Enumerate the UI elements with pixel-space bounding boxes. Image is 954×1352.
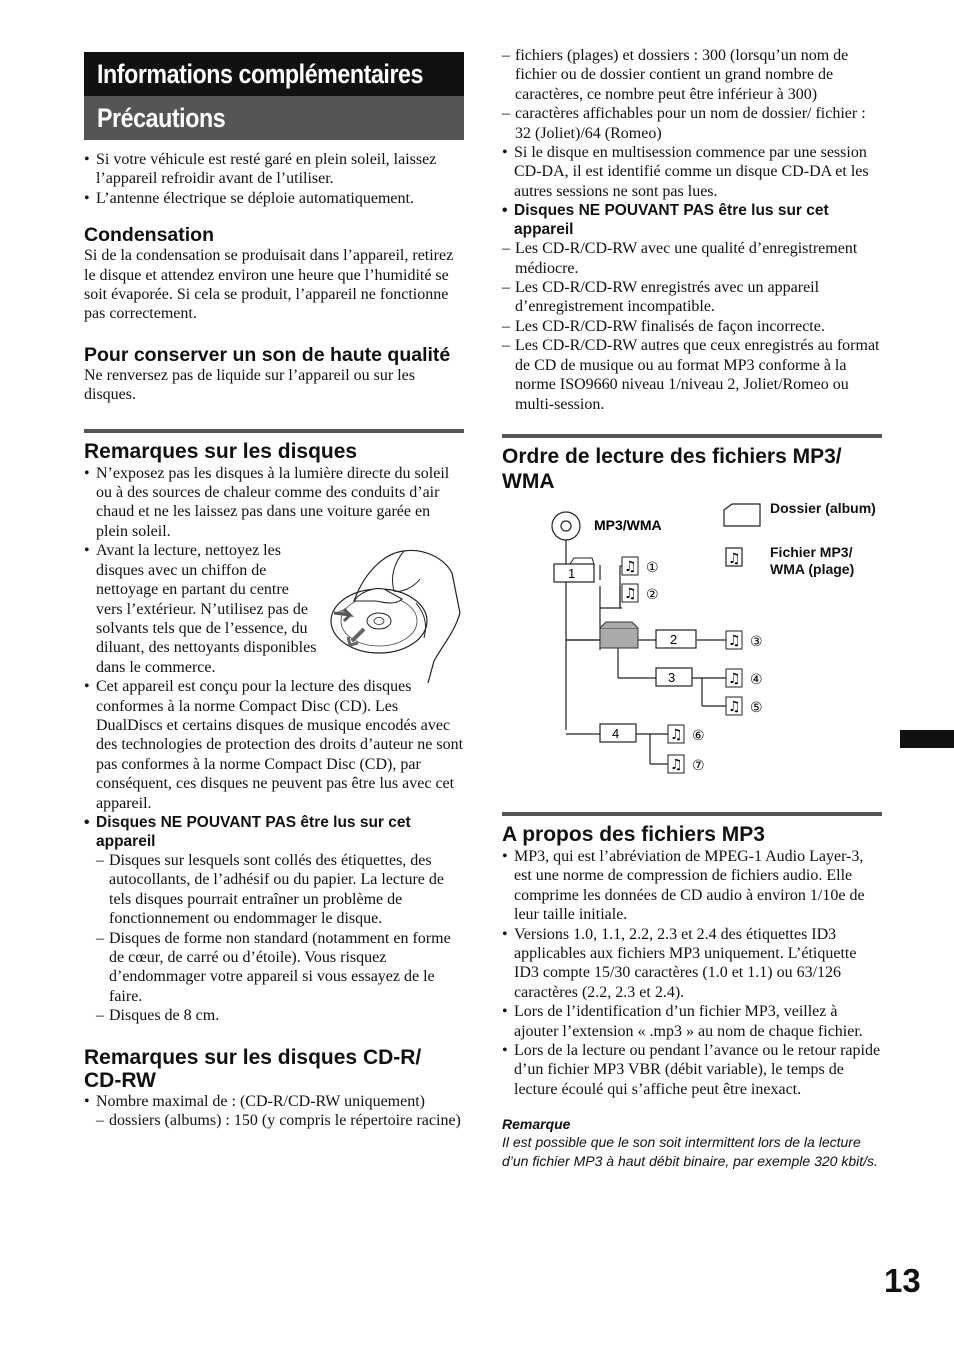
son-text: Ne renversez pas de liquide sur l’appareil ou sur les disques. xyxy=(84,366,415,404)
list-item: • Disques NE POUVANT PAS être lus sur cet appareil xyxy=(84,813,464,851)
list-item: – Les CD-R/CD-RW finalisés de façon incorrecte. xyxy=(502,317,882,336)
list-item: • Lors de l’identification d’un fichier MP3, veillez à ajouter l’extension « .mp3 » au nom de chaque fichier. xyxy=(502,1002,882,1041)
svg-text:♫: ♫ xyxy=(670,726,683,743)
list-item: • Versions 1.0, 1.1, 2.2, 2.3 et 2.4 des étiquettes ID3 applicables aux fichiers MP3 uniquement. L’étiquette ID3 compte 15/30 caractères (1.0 et 1.1) ou 63/126 caractères (2.2, 2.3 et 2.4). xyxy=(502,925,882,1003)
page-number: 13 xyxy=(884,1262,921,1299)
ordre-heading: Ordre de lecture des fichiers MP3/ WMA xyxy=(502,444,842,493)
condensation-heading: Condensation xyxy=(84,224,214,247)
folder-1 xyxy=(554,558,594,582)
folder-number: 1 xyxy=(568,565,576,581)
list-item: • Lors de la lecture ou pendant l’avance ou le retour rapide d’un fichier MP3 VBR (débit variable), le temps de lecture écoulé qui s’affiche peut être inexact. xyxy=(502,1041,882,1099)
list-item: – dossiers (albums) : 150 (y compris le répertoire racine) xyxy=(84,1111,464,1130)
list-item: – Les CD-R/CD-RW avec une qualité d’enregistrement médiocre. xyxy=(502,239,882,278)
svg-text:♫: ♫ xyxy=(624,585,637,602)
list-item: – Les CD-R/CD-RW enregistrés avec un appareil d’enregistrement incompatible. xyxy=(502,278,882,317)
cdr-heading: Remarques sur les disques CD-R/ CD-RW xyxy=(84,1045,422,1092)
section-title: Informations complémentaires xyxy=(97,59,424,89)
mp3-tree-diagram xyxy=(502,500,882,790)
legend xyxy=(724,500,880,584)
svg-text:⑦: ⑦ xyxy=(692,757,705,774)
svg-text:③: ③ xyxy=(750,633,763,650)
folder-4 xyxy=(600,724,636,742)
track-1 xyxy=(622,557,659,576)
svg-text:♫: ♫ xyxy=(728,670,741,687)
folder-2 xyxy=(656,630,696,648)
track-5 xyxy=(726,697,763,716)
folder-number: 2 xyxy=(670,631,678,647)
svg-text:④: ④ xyxy=(750,671,763,688)
list-item: • Cet appareil est conçu pour la lecture des disques conformes à la norme Compact Disc (CD). Les DualDiscs et certains disques de musique encodés avec des technologies de protection des droits d’auteur ne sont pas conformes à la norme Compact Disc (CD), par conséquent, ces disques ne peuvent pas être lus avec cet appareil. xyxy=(84,677,464,813)
list-item: • Disques NE POUVANT PAS être lus sur cet appareil xyxy=(502,201,882,239)
list-item: • N’exposez pas les disques à la lumière directe du soleil ou à des sources de chaleur comme des conduits d’air chaud et ne les laissez pas dans une voiture garée en plein soleil. xyxy=(84,464,464,542)
root-label: MP3/WMA xyxy=(594,516,662,533)
cdr-list xyxy=(84,1092,464,1131)
disc-cleaning-illustration xyxy=(324,543,464,691)
note-text: Il est possible que le son soit intermittent lors de la lecture d’un fichier MP3 à haut débit binaire, par exemple 320 kbit/s. xyxy=(502,1134,878,1169)
folder-3 xyxy=(656,668,692,686)
track-4 xyxy=(726,669,763,688)
track-7 xyxy=(668,755,705,774)
svg-text:♫: ♫ xyxy=(670,756,683,773)
svg-text:①: ① xyxy=(646,559,659,576)
list-item-text: • Avant la lecture, nettoyez les disques avec un chiffon de nettoyage en partant du centre vers l’extérieur. N’utilisez pas de solvants tels que de l’essence, du diluant, des nettoyants disponibles dans le commerce. xyxy=(96,542,317,676)
track-6 xyxy=(668,725,705,744)
condensation-text: Si de la condensation se produisait dans l’appareil, retirez le disque et attendez environ une heure que l’humidité se soit évaporée. Si cela se produit, l’appareil ne fonctionne pas correctement. xyxy=(84,247,454,323)
subsection-title: Précautions xyxy=(97,103,226,133)
list-item: • L’antenne électrique se déploie automatiquement. xyxy=(84,189,464,208)
svg-text:♫: ♫ xyxy=(624,558,637,575)
intro-list xyxy=(84,150,464,208)
list-item: • Si le disque en multisession commence par une session CD-DA, il est identifié comme un disque CD-DA et les autres sessions ne sont pas lues. xyxy=(502,143,882,201)
note-title: Remarque xyxy=(502,1116,571,1133)
track-3 xyxy=(726,631,763,650)
list-item: – Les CD-R/CD-RW autres que ceux enregistrés au format de CD de musique ou au format MP3 conforme à la norme ISO9660 niveau 1/niveau 2, Joliet/Romeo ou multi-session. xyxy=(502,336,882,414)
svg-text:♫: ♫ xyxy=(728,632,741,649)
list-item: – fichiers (plages) et dossiers : 300 (lorsqu’un nom de fichier ou de dossier contient un grand nombre de caractères, ce nombre peut être inférieur à 300) xyxy=(502,46,882,104)
list-item: – Disques de forme non standard (notamment en forme de cœur, de carré ou d’étoile). Vous risquez d’endommager votre appareil si vous essayez de le faire. xyxy=(84,929,464,1007)
son-heading: Pour conserver un son de haute qualité xyxy=(84,343,451,366)
list-item: • Si votre véhicule est resté garé en plein soleil, laissez l’appareil refroidir avant de l’utiliser. xyxy=(84,150,464,189)
disc-icon xyxy=(552,512,580,540)
list-item: – Disques sur lesquels sont collés des étiquettes, des autocollants, de l’adhésif ou du papier. La lecture de tels disques pourrait entraîner un problème de fonctionnement ou endommager le disque. xyxy=(84,851,464,929)
disques-list xyxy=(84,464,464,1026)
divider xyxy=(502,812,882,816)
svg-text:♫: ♫ xyxy=(728,698,741,715)
svg-text:♫: ♫ xyxy=(728,550,741,567)
svg-text:⑥: ⑥ xyxy=(692,727,705,744)
legend-folder-label: Dossier (album) xyxy=(770,499,876,516)
folder-number: 3 xyxy=(668,669,676,685)
svg-text:⑤: ⑤ xyxy=(750,699,763,716)
svg-text:②: ② xyxy=(646,586,659,603)
section-tab-marker xyxy=(900,730,954,748)
list-item: – Disques de 8 cm. xyxy=(84,1006,464,1025)
list-item: – caractères affichables pour un nom de dossier/ fichier : 32 (Joliet)/64 (Romeo) xyxy=(502,104,882,143)
legend-file-label: Fichier MP3/ WMA (plage) xyxy=(770,543,855,577)
list-item: • MP3, qui est l’abréviation de MPEG-1 Audio Layer-3, est une norme de compression de fichiers audio. Elle comprime les données de CD audio à environ 1/10e de leur taille initiale. xyxy=(502,847,882,925)
divider xyxy=(502,434,882,438)
section-title-bar xyxy=(84,52,464,96)
folder-root-album xyxy=(600,622,638,648)
divider xyxy=(84,429,464,433)
mp3-heading: A propos des fichiers MP3 xyxy=(502,822,765,846)
track-2 xyxy=(622,584,659,603)
subsection-title-bar xyxy=(84,96,464,140)
folder-icon xyxy=(724,504,760,526)
disques-heading: Remarques sur les disques xyxy=(84,439,358,463)
right-column xyxy=(502,46,882,1170)
list-item: • Nombre maximal de : (CD-R/CD-RW uniquement) xyxy=(84,1092,464,1111)
left-column xyxy=(84,52,464,1130)
cdr-list-continued xyxy=(502,46,882,414)
folder-number: 4 xyxy=(612,725,620,741)
list-item xyxy=(84,541,464,677)
mp3-list xyxy=(502,847,882,1099)
